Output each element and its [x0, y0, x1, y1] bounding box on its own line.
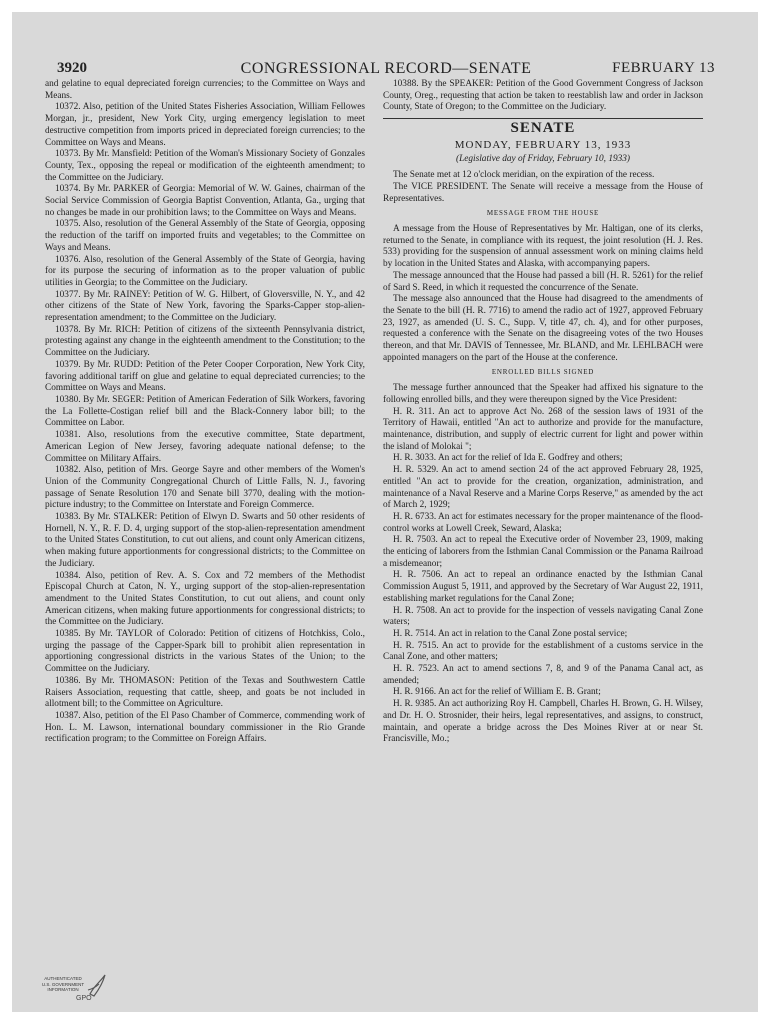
gpo-label: GPO — [76, 995, 92, 1002]
enrolled-bill-item: H. R. 7523. An act to amend sections 7, 8, and 9 of the Panama Canal act, as amended; — [383, 664, 703, 686]
section-divider — [383, 118, 703, 119]
enrolled-bill-item: H. R. 5329. An act to amend section 24 of the act approved February 28, 1925, entitled "An act to provide for the creation, organization, administration, and maintenance of a Naval Reserve and a Marine Corps Reserve," as amended by the act of March 2, 1929; — [383, 465, 703, 511]
petition-paragraph: 10380. By Mr. SEGER: Petition of American Federation of Silk Workers, favoring the La Follette-Costigan relief bill and the Black-Connery labor bill; to the Committee on Labor. — [45, 394, 365, 429]
subhead-message-from-house: MESSAGE FROM THE HOUSE — [486, 209, 600, 218]
petition-paragraph: 10384. Also, petition of Rev. A. S. Cox and 72 members of the Methodist Episcopal Church at Caton, N. Y., urging support of the stop-alien-representation amendment to the United States Constitution, to cut out aliens, and count only American citizens, when making future apportionments for congressional districts; to the Committee on the Judiciary. — [45, 570, 365, 628]
petition-10388: 10388. By the SPEAKER: Petition of the Good Government Congress of Jackson County, Oreg., requesting that action be taken to reestablish law and order in Jackson County, State of Oregon; to the Committee on the Judiciary. — [383, 79, 703, 113]
senate-heading: SENATE — [510, 120, 576, 137]
petition-paragraph: 10387. Also, petition of the El Paso Chamber of Commerce, commending work of Hon. L. M. Lawson, international boundary commissioner in the Rio Grande rectification program; to the Committee on Foreign Affairs. — [45, 710, 365, 745]
intro-paragraph: The Senate met at 12 o'clock meridian, on the expiration of the recess. — [393, 170, 655, 181]
enrolled-bill-item: H. R. 9385. An act authorizing Roy H. Campbell, Charles H. Brown, G. H. Wilsey, and Dr. H. O. Strosnider, their heirs, legal representatives, and assigns, to construct, maintain, and operate a bridge across the Des Moines River at or near St. Francisville, Mo.; — [383, 699, 703, 745]
petition-paragraph: and gelatine to equal depreciated foreign currencies; to the Committee on Ways and Means. — [45, 79, 365, 101]
enrolled-bill-item: H. R. 7515. An act to provide for the establishment of a customs service in the Canal Zone, and other matters; — [383, 640, 703, 663]
petition-paragraph: 10377. By Mr. RAINEY: Petition of W. G. Hilbert, of Gloversville, N. Y., and 42 other citizens of the State of New York, favoring the Sparks-Capper stop-alien-representation amendment; to the Committee on the Judiciary. — [45, 289, 365, 324]
petition-paragraph: 10376. Also, resolution of the General Assembly of the State of Georgia, having for its purpose the securing of information as to the proper valuation of public utilities in Georgia; to the Committee on the Judiciary. — [45, 254, 365, 288]
enrolled-bill-item: H. R. 311. An act to approve Act No. 268 of the session laws of 1931 of the Territory of Hawaii, entitled "An act to authorize and provide for the manufacture, maintenance, distribution, and supply of electric current for light and power within the island of Molokai "; — [383, 406, 703, 452]
subhead-enrolled-bills: ENROLLED BILLS SIGNED — [491, 368, 595, 377]
message-paragraph: The message announced that the House had passed a bill (H. R. 5261) for the relief of Sard S. Reed, in which it requested the concurrence of the Senate. — [383, 270, 703, 293]
petition-paragraph: 10372. Also, petition of the United States Fisheries Association, William Fellowes Morgan, jr., president, New York City, urging emergency legislation to meet destructive competition from imports priced in depreciated foreign currencies; to the Committee on Ways and Means. — [45, 102, 365, 148]
message-block — [383, 224, 703, 364]
gpo-authentication-seal — [28, 962, 128, 1012]
petition-paragraph: 10374. By Mr. PARKER of Georgia: Memorial of W. W. Gaines, chairman of the Social Service Commission of Georgia Baptist Convention, Atlanta, Ga., urging that no changes be made in our prohibition laws; to the Committee on Ways and Means. — [45, 184, 365, 218]
right-column — [383, 79, 703, 746]
petition-paragraph: 10378. By Mr. RICH: Petition of citizens of the sixteenth Pennsylvania district, protesting against any change in the eighteenth amendment to the Constitution; to the Committee on the Judiciary. — [45, 324, 365, 359]
message-paragraph: The message also announced that the House had disagreed to the amendments of the Senate to the bill (H. R. 7716) to amend the radio act of 1927, approved February 23, 1927, as amended (U. S. C., Supp. V, title 47, ch. 4), and for other purposes, requested a conference with the Senate on the disagreeing votes of the two Houses thereon, and that Mr. DAVIS of Tennessee, Mr. BLAND, and Mr. LEHLBACH were appointed managers on the part of the House at the conference. — [383, 294, 703, 363]
publication-title: CONGRESSIONAL RECORD—SENATE — [240, 60, 532, 77]
enrolled-bill-item: H. R. 7514. An act in relation to the Canal Zone postal service; — [393, 628, 628, 639]
page-number: 3920 — [57, 60, 87, 76]
header-date: FEBRUARY 13 — [612, 60, 715, 76]
petition-paragraph: 10382. Also, petition of Mrs. George Sayre and other members of the Women's Union of the Community Congregational Church of Little Falls, N. J., favoring passage of Senate Resolution 170 and Senate bill 3770, dealing with the motion-picture industry; to the Committee on Interstate and Foreign Commerce. — [45, 465, 365, 511]
enrolled-bill-item: H. R. 3033. An act for the relief of Ida E. Godfrey and others; — [393, 453, 623, 464]
enrolled-bill-item: H. R. 9166. An act for the relief of William E. B. Grant; — [393, 687, 601, 698]
seal-line: AUTHENTICATED — [44, 976, 82, 981]
intro-block — [383, 170, 703, 205]
enrolled-bills-block — [383, 383, 703, 746]
seal-line: INFORMATION — [47, 987, 79, 992]
session-date: MONDAY, FEBRUARY 13, 1933 — [454, 138, 632, 151]
legislative-day: (Legislative day of Friday, February 10, 1933) — [455, 153, 631, 164]
petition-paragraph: 10379. By Mr. RUDD: Petition of the Peter Cooper Corporation, New York City, favoring additional tariff on glue and gelatine to equal depreciated currencies; to the Committee on Ways and Means. — [45, 359, 365, 394]
petition-paragraph: 10381. Also, resolutions from the executive committee, State department, American Legion of New Jersey, favoring adequate national defense; to the Committee on Military Affairs. — [45, 430, 365, 464]
enrolled-bill-item: H. R. 7506. An act to repeal an ordinance enacted by the Isthmian Canal Commission August 5, 1911, and approved by the Secretary of War August 22, 1911, establishing market regulations for the Canal Zone; — [383, 570, 703, 604]
left-column — [45, 79, 365, 746]
seal-line: U.S. GOVERNMENT — [41, 981, 85, 987]
petition-paragraph: 10373. By Mr. Mansfield: Petition of the Woman's Missionary Society of Gonzales County, Tex., opposing the repeal or modification of the eighteenth amendment; to the Committee on the Judiciary. — [45, 149, 365, 183]
enrolled-bill-item: The message further announced that the Speaker had affixed his signature to the following enrolled bills, and they were thereupon signed by the Vice President: — [383, 383, 703, 405]
enrolled-bill-item: H. R. 6733. An act for estimates necessary for the proper maintenance of the flood-control works at Lowell Creek, Seward, Alaska; — [383, 511, 703, 534]
petition-paragraph: 10386. By Mr. THOMASON: Petition of the Texas and Southwestern Cattle Raisers Association, requesting that cattle, sheep, and goats be not included in allotment bill; to the Committee on Agriculture. — [45, 675, 365, 710]
petition-paragraph: 10383. By Mr. STALKER: Petition of Elwyn D. Swarts and 50 other residents of Hornell, N. Y., R. F. D. 4, urging support of the stop-alien-representation amendment to the United States Constitution, to cut out aliens, and count only American citizens, when making future apportionments for congressional districts; to the Committee on the Judiciary. — [45, 512, 365, 569]
page-header — [57, 60, 715, 80]
petition-paragraph: 10385. By Mr. TAYLOR of Colorado: Petition of citizens of Hotchkiss, Colo., urging the passage of the Capper-Spark bill to prohibit alien representation in apportioning congressional districts in the various States of the Union; to the Committee on the Judiciary. — [45, 629, 365, 675]
enrolled-bill-item: H. R. 7508. An act to provide for the inspection of vessels navigating Canal Zone waters; — [383, 605, 703, 628]
message-paragraph: A message from the House of Representatives by Mr. Haltigan, one of its clerks, returned to the Senate, in compliance with its request, the joint resolution (H. J. Res. 533) providing for the suspension of annual assessment work on mining claims held by location in the United States and Alaska, with accompanying papers. — [383, 224, 703, 270]
intro-paragraph: The VICE PRESIDENT. The Senate will receive a message from the House of Representatives. — [383, 181, 703, 204]
petition-paragraph: 10375. Also, resolution of the General Assembly of the State of Georgia, opposing the reduction of the tariff on imported fruits and vegetables; to the Committee on Ways and Means. — [45, 219, 365, 253]
enrolled-bill-item: H. R. 7503. An act to repeal the Executive order of November 23, 1909, making the enticing of laborers from the Isthmian Canal Commission or the Panama Railroad a misdemeanor; — [383, 535, 703, 569]
